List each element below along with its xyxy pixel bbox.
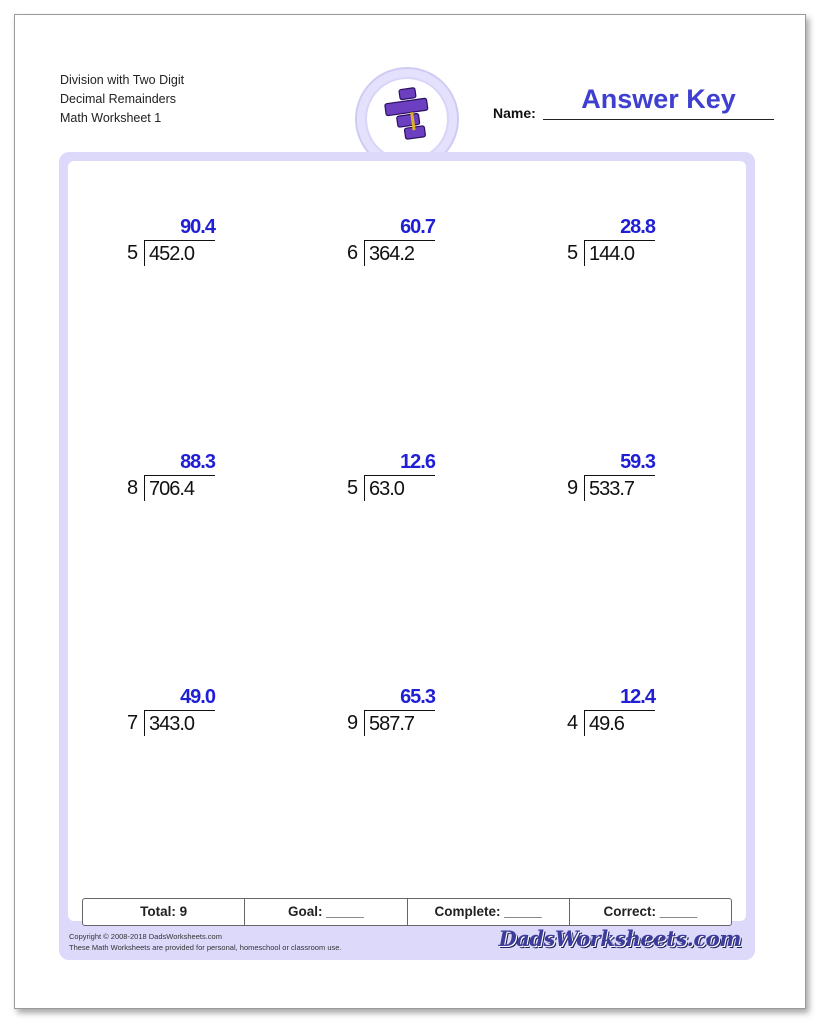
dividend: 706.4 [144, 475, 215, 501]
problem-7 [127, 686, 237, 742]
worksheet-page [14, 14, 806, 1009]
title-line-2: Decimal Remainders [60, 92, 177, 106]
dividend: 144.0 [584, 240, 655, 266]
name-label: Name: [493, 105, 536, 121]
worksheet-title [60, 71, 184, 128]
dividend: 343.0 [144, 710, 215, 736]
divisor: 6 [347, 242, 359, 264]
dividend: 49.6 [584, 710, 655, 736]
divisor: 9 [347, 712, 359, 734]
divisor: 4 [567, 712, 579, 734]
score-total: Total: 9 [83, 899, 245, 925]
title-line-1: Division with Two Digit [60, 73, 185, 87]
quotient: 59.3 [620, 451, 655, 473]
title-line-3: Math Worksheet 1 [60, 111, 162, 125]
quotient: 49.0 [180, 686, 215, 708]
dividend: 587.7 [364, 710, 435, 736]
divisor: 7 [127, 712, 139, 734]
problem-2 [347, 216, 457, 272]
divisor: 5 [347, 477, 359, 499]
problem-grid [68, 161, 746, 881]
dividend: 452.0 [144, 240, 215, 266]
score-table [82, 898, 732, 926]
quotient: 65.3 [400, 686, 435, 708]
name-line [543, 119, 774, 120]
dividend: 533.7 [584, 475, 655, 501]
divisor: 9 [567, 477, 579, 499]
dividend: 364.2 [364, 240, 435, 266]
problem-frame [59, 152, 755, 960]
score-complete: Complete: _____ [408, 899, 570, 925]
copyright-notice [69, 931, 342, 953]
score-correct: Correct: _____ [603, 904, 698, 919]
problem-3 [567, 216, 677, 272]
quotient: 90.4 [180, 216, 215, 238]
copyright-line-1: Copyright © 2008-2018 DadsWorksheets.com [69, 932, 222, 941]
quotient: 60.7 [400, 216, 435, 238]
problem-9 [567, 686, 677, 742]
divisor: 5 [567, 242, 579, 264]
quotient: 12.6 [400, 451, 435, 473]
problem-area [68, 161, 746, 921]
problem-8 [347, 686, 457, 742]
brand-logo[interactable]: DadsWorksheets.com [498, 926, 741, 951]
divisor: 8 [127, 477, 139, 499]
dividend: 63.0 [364, 475, 435, 501]
problem-1 [127, 216, 237, 272]
problem-6 [567, 451, 677, 507]
score-goal: Goal: _____ [245, 899, 407, 925]
problem-5 [347, 451, 457, 507]
answer-key-name: Answer Key [581, 84, 736, 114]
division-logo-icon [365, 77, 449, 161]
copyright-line-2: These Math Worksheets are provided for personal, homeschool or classroom use. [69, 943, 342, 952]
divisor: 5 [127, 242, 139, 264]
quotient: 88.3 [180, 451, 215, 473]
problem-4 [127, 451, 237, 507]
quotient: 28.8 [620, 216, 655, 238]
quotient: 12.4 [620, 686, 655, 708]
